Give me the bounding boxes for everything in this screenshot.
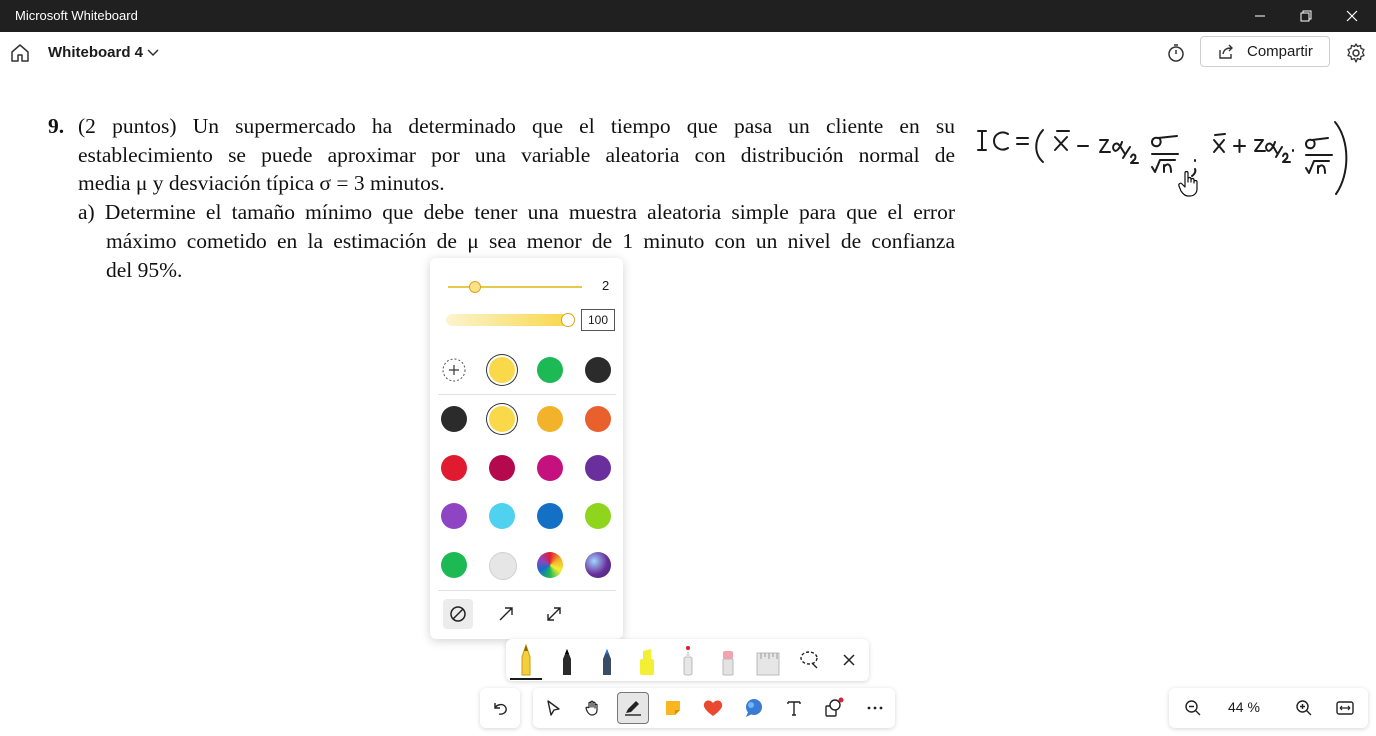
ruler-icon bbox=[755, 643, 781, 677]
problem-line: establecimiento se puede aproximar por una variable aleatoria con distribución normal de bbox=[78, 142, 955, 167]
problem-line: máximo cometido en la estimación de μ sea menor de 1 minuto con un nivel de confianza bbox=[106, 228, 955, 253]
add-color-icon[interactable] bbox=[441, 357, 467, 383]
share-icon bbox=[1217, 43, 1235, 61]
color-swatch[interactable] bbox=[441, 552, 467, 578]
more-button[interactable] bbox=[859, 692, 891, 724]
color-swatch[interactable] bbox=[537, 552, 563, 578]
zoom-out-button[interactable] bbox=[1177, 692, 1209, 724]
problem-line: a) Determine el tamaño mínimo que debe tener una muestra aleatoria simple para que el error bbox=[78, 200, 955, 225]
color-swatch[interactable] bbox=[489, 552, 517, 580]
zoom-in-icon bbox=[1295, 699, 1313, 717]
opacity-value[interactable]: 100 bbox=[581, 309, 615, 331]
reactions-icon bbox=[702, 698, 724, 718]
arrow-tip-icon bbox=[497, 605, 515, 623]
fit-screen-icon bbox=[1335, 700, 1355, 716]
window-title: Microsoft Whiteboard bbox=[15, 8, 138, 23]
restore-button[interactable] bbox=[1283, 0, 1329, 32]
restore-icon bbox=[1300, 10, 1312, 22]
ruler-button[interactable] bbox=[752, 641, 784, 679]
color-swatch[interactable] bbox=[585, 455, 611, 481]
none-tip-icon bbox=[449, 605, 467, 623]
opacity-slider-track[interactable] bbox=[446, 314, 568, 326]
lasso-icon bbox=[798, 649, 820, 671]
reactions-button[interactable] bbox=[697, 692, 729, 724]
yellow-pen-icon bbox=[516, 643, 536, 677]
color-swatch[interactable] bbox=[537, 406, 563, 432]
color-swatch[interactable] bbox=[441, 455, 467, 481]
hand-cursor-icon bbox=[1178, 170, 1200, 198]
highlighter-button[interactable] bbox=[631, 641, 663, 679]
pen-button[interactable] bbox=[617, 692, 649, 724]
red-pen-icon bbox=[678, 643, 698, 677]
color-swatch[interactable] bbox=[585, 552, 611, 578]
color-swatch[interactable] bbox=[489, 455, 515, 481]
recent-color-swatch[interactable] bbox=[537, 357, 563, 383]
main-toolbar bbox=[533, 688, 895, 728]
app-bar bbox=[0, 32, 1376, 74]
zoom-in-button[interactable] bbox=[1288, 692, 1320, 724]
pen-tray bbox=[506, 639, 869, 681]
black-pen-icon bbox=[557, 643, 577, 677]
pen-icon bbox=[623, 699, 643, 717]
color-swatch[interactable] bbox=[585, 406, 611, 432]
blue-pen-button[interactable] bbox=[591, 641, 623, 679]
home-icon[interactable] bbox=[8, 41, 32, 65]
zoom-out-icon bbox=[1184, 699, 1202, 717]
shapes-button[interactable] bbox=[818, 692, 850, 724]
close-tray-button[interactable] bbox=[833, 641, 865, 679]
yellow-pen-button[interactable] bbox=[510, 641, 542, 679]
problem-line: del 95%. bbox=[106, 257, 183, 282]
highlighter-icon bbox=[635, 643, 659, 677]
share-label: Compartir bbox=[1247, 43, 1313, 60]
recent-color-swatch[interactable] bbox=[585, 357, 611, 383]
problem-number: 9. bbox=[48, 114, 65, 138]
copilot-icon bbox=[743, 697, 765, 719]
sticky-note-icon bbox=[663, 698, 683, 718]
zoom-bar bbox=[1169, 688, 1368, 728]
tip-double-arrow-button[interactable] bbox=[539, 599, 569, 629]
eraser-icon bbox=[718, 643, 738, 677]
double-arrow-tip-icon bbox=[545, 605, 563, 623]
divider bbox=[438, 394, 616, 395]
lasso-button[interactable] bbox=[793, 641, 825, 679]
share-button[interactable] bbox=[1200, 36, 1330, 67]
shapes-icon bbox=[823, 697, 845, 719]
color-swatch[interactable] bbox=[489, 406, 515, 432]
more-icon bbox=[866, 699, 884, 717]
undo-bar bbox=[480, 688, 520, 728]
problem-line: media μ y desviación típica σ = 3 minutos. bbox=[78, 171, 445, 196]
close-icon bbox=[1346, 10, 1358, 22]
handwritten-formula[interactable] bbox=[972, 112, 1362, 202]
minimize-button[interactable] bbox=[1237, 0, 1283, 32]
chevron-down-icon[interactable] bbox=[144, 44, 162, 62]
hand-icon bbox=[584, 699, 602, 717]
close-window-button[interactable] bbox=[1329, 0, 1375, 32]
title-bar bbox=[0, 0, 1376, 32]
select-icon bbox=[544, 699, 562, 717]
hand-button[interactable] bbox=[577, 692, 609, 724]
thickness-value: 2 bbox=[602, 278, 610, 293]
select-button[interactable] bbox=[537, 692, 569, 724]
text-icon bbox=[785, 699, 803, 717]
minimize-icon bbox=[1254, 10, 1266, 22]
undo-button[interactable] bbox=[484, 692, 516, 724]
eraser-button[interactable] bbox=[712, 641, 744, 679]
board-name[interactable]: Whiteboard 4 bbox=[48, 44, 144, 61]
gear-icon[interactable] bbox=[1344, 41, 1368, 65]
text-button[interactable] bbox=[778, 692, 810, 724]
thickness-slider-thumb[interactable] bbox=[469, 281, 481, 293]
fit-to-screen-button[interactable] bbox=[1329, 692, 1361, 724]
recent-color-swatch[interactable] bbox=[489, 357, 515, 383]
timer-icon[interactable] bbox=[1164, 41, 1188, 65]
color-swatch[interactable] bbox=[441, 406, 467, 432]
divider bbox=[438, 590, 616, 591]
opacity-slider-thumb[interactable] bbox=[561, 313, 575, 327]
black-pen-button[interactable] bbox=[551, 641, 583, 679]
close-icon bbox=[842, 653, 856, 667]
tip-none-button[interactable] bbox=[443, 599, 473, 629]
sticky-note-button[interactable] bbox=[657, 692, 689, 724]
blue-pen-icon bbox=[597, 643, 617, 677]
tip-arrow-button[interactable] bbox=[491, 599, 521, 629]
red-pen-button[interactable] bbox=[672, 641, 704, 679]
problem-line: (2 puntos) Un supermercado ha determinado que el tiempo que pasa un cliente en su bbox=[78, 114, 955, 138]
active-tool-indicator bbox=[510, 678, 542, 680]
copilot-button[interactable] bbox=[738, 692, 770, 724]
zoom-level[interactable]: 44 % bbox=[1228, 699, 1260, 715]
color-swatch[interactable] bbox=[537, 455, 563, 481]
undo-icon bbox=[491, 699, 509, 717]
